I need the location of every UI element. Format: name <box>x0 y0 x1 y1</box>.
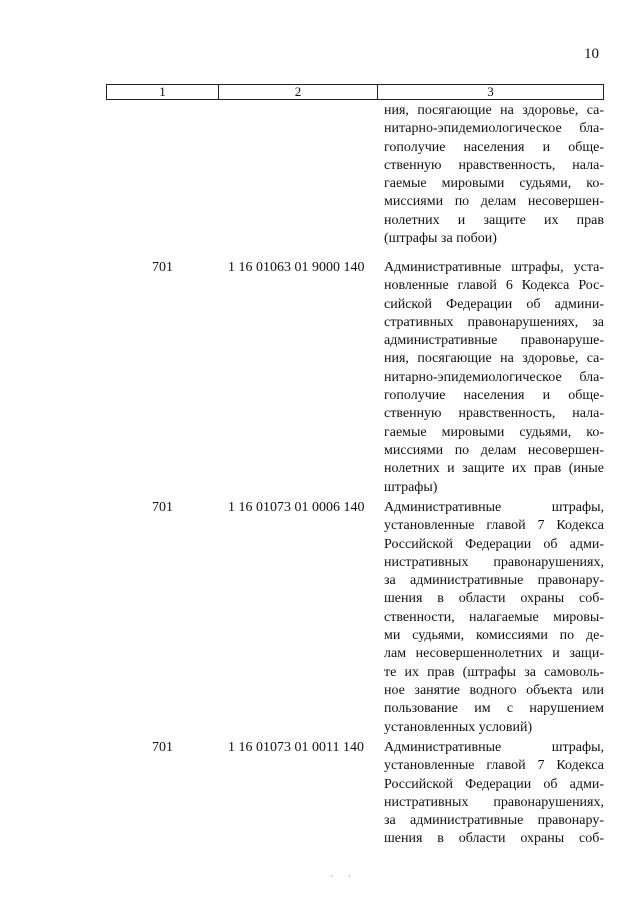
desc-line: сийской Федерации об админи- <box>384 296 604 312</box>
desc-line: миссиями по делам несовершен- <box>384 442 604 458</box>
row-code: 701 <box>152 740 173 755</box>
page-number: 10 <box>584 46 599 62</box>
header-col-2: 2 <box>219 85 378 99</box>
row-description <box>384 259 604 497</box>
header-col-3: 3 <box>487 84 494 99</box>
desc-line: ственности, налагаемые мировы- <box>384 609 604 625</box>
desc-line: шения в области охраны соб- <box>384 591 604 607</box>
row-code: 701 <box>152 260 173 275</box>
desc-line: нолетних и защите их прав <box>384 212 604 228</box>
header-col-1: 1 <box>107 85 219 99</box>
desc-line: миссиями по делам несовершен- <box>384 194 604 210</box>
desc-line: Российской Федерации об адми- <box>384 776 604 792</box>
desc-line: ственную нравственность, нала- <box>384 157 604 173</box>
row-kbk: 1 16 01073 01 0011 140 <box>228 740 364 755</box>
desc-line: (штрафы за побои) <box>384 231 497 247</box>
desc-line: ми судьями, комиссиями по де- <box>384 628 604 644</box>
desc-line: ния, посягающие на здоровье, са- <box>384 103 604 118</box>
desc-line: ния, посягающие на здоровье, са- <box>384 351 604 367</box>
desc-line: ственную нравственность, нала- <box>384 406 604 422</box>
desc-line: шения в области охраны соб- <box>384 831 604 847</box>
desc-line: гополучие населения и обще- <box>384 139 604 155</box>
desc-line: нистративных правонарушениях, <box>384 794 604 810</box>
desc-line: новленные главой 6 Кодекса Рос- <box>384 278 604 294</box>
desc-line: за административные правонару- <box>384 813 604 829</box>
desc-line: Административные штрафы, <box>384 740 604 755</box>
desc-line: гаемые мировыми судьями, ко- <box>384 424 604 440</box>
desc-line: гополучие населения и обще- <box>384 388 604 404</box>
desc-line: Российской Федерации об адми- <box>384 536 604 552</box>
desc-line: Административные штрафы, уста- <box>384 260 604 275</box>
desc-line: лам несовершеннолетних и защи- <box>384 646 604 662</box>
desc-line: гаемые мировыми судьями, ко- <box>384 176 604 192</box>
desc-line: нолетних и защите их прав (иные <box>384 461 604 477</box>
row-description <box>384 739 604 849</box>
desc-line: ное занятие водного объекта или <box>384 682 604 698</box>
desc-line: административные правонаруше- <box>384 333 604 349</box>
continuation-description <box>384 102 604 248</box>
desc-line: установленные главой 7 Кодекса <box>384 758 604 774</box>
desc-line: штрафы) <box>384 479 438 495</box>
desc-line: стративных правонарушениях, за <box>384 314 604 330</box>
desc-line: те их прав (штрафы за самоволь- <box>384 664 604 680</box>
row-code: 701 <box>152 500 173 515</box>
desc-line: Административные штрафы, <box>384 500 604 515</box>
desc-line: нистративных правонарушениях, <box>384 554 604 570</box>
desc-line: нитарно-эпидемиологическое бла- <box>384 121 604 137</box>
row-description <box>384 499 604 737</box>
desc-line: установленных условий) <box>384 719 533 735</box>
desc-line: установленные главой 7 Кодекса <box>384 518 604 534</box>
row-kbk: 1 16 01073 01 0006 140 <box>228 500 365 515</box>
row-kbk: 1 16 01063 01 9000 140 <box>228 260 365 275</box>
scan-specks: · · <box>330 872 358 883</box>
table-header <box>106 84 604 100</box>
desc-line: за административные правонару- <box>384 573 604 589</box>
desc-line: нитарно-эпидемиологическое бла- <box>384 369 604 385</box>
desc-line: пользование им с нарушением <box>384 701 604 717</box>
